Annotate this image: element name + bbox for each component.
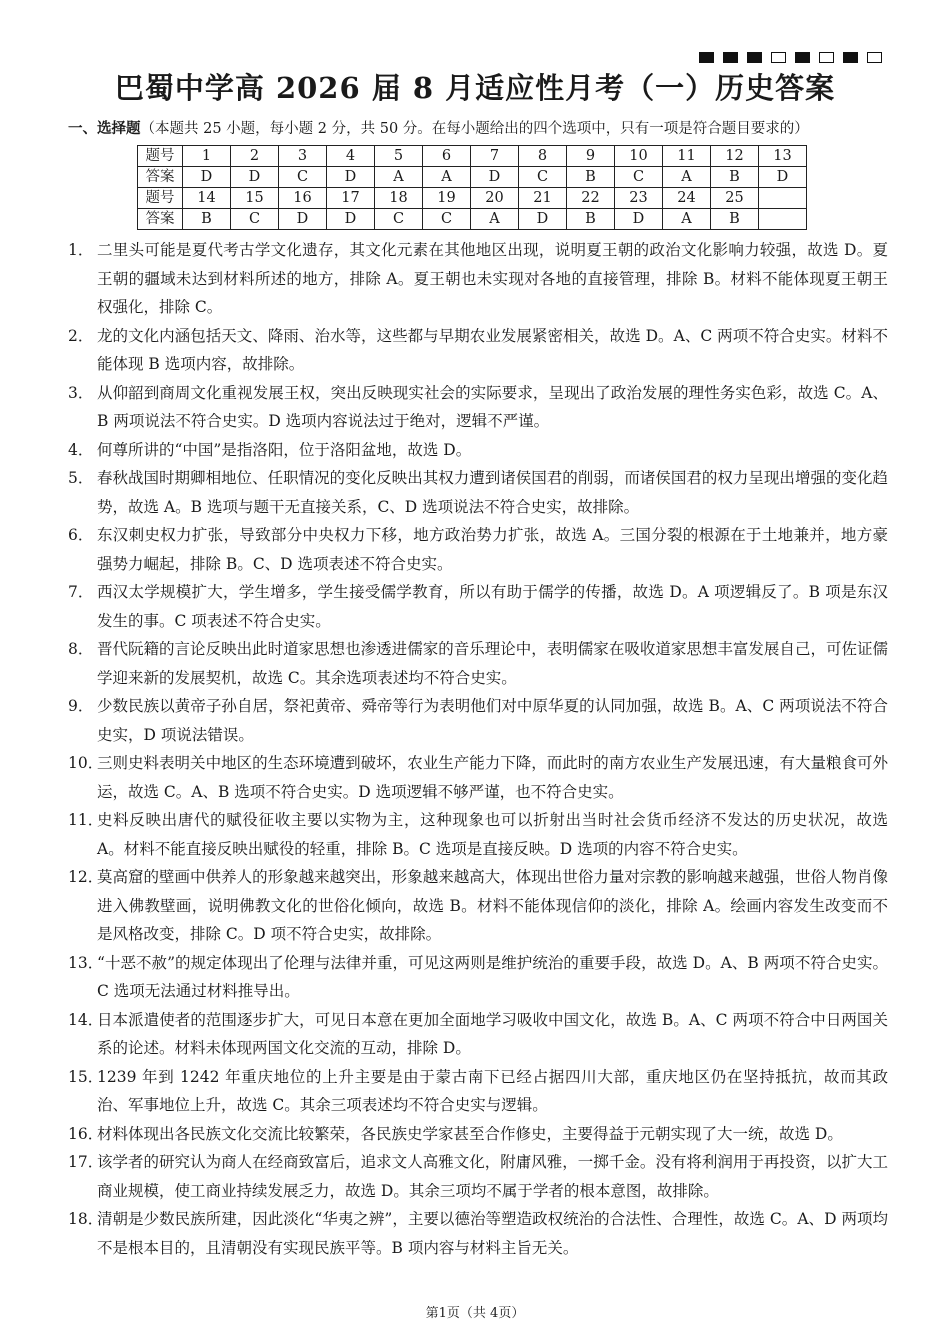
answer-table-cell: 8 <box>519 146 567 167</box>
item-text: 何尊所讲的“中国”是指洛阳，位于洛阳盆地，故选 D。 <box>97 440 472 459</box>
answer-table-cell: A <box>375 167 423 188</box>
printer-mark-3 <box>747 52 762 63</box>
printer-mark-4 <box>771 52 786 63</box>
answer-table-cell: 21 <box>519 188 567 209</box>
item-text: 龙的文化内涵包括天文、降雨、治水等，这些都与早期农业发展紧密相关，故选 D。A、C 两项不符合史实。材料不能体现 B 选项内容，故排除。 <box>97 326 888 373</box>
row-header: 答案 <box>138 209 183 230</box>
answer-table-cell: 10 <box>615 146 663 167</box>
answer-table-cell: 16 <box>279 188 327 209</box>
answer-table-cell: 18 <box>375 188 423 209</box>
explanation-item <box>68 1006 888 1063</box>
item-text: 三则史料表明关中地区的生态环境遭到破坏，农业生产能力下降，而此时的南方农业生产发展迅速，有大量粮食可外运，故选 C。A、B 选项不符合史实。D 选项逻辑不够严谨，也不符合史实。 <box>97 754 888 801</box>
explanation-item <box>68 863 888 949</box>
answer-table-cell: D <box>327 209 375 230</box>
answer-table-cell: D <box>759 167 807 188</box>
explanation-item <box>68 464 888 521</box>
answer-table-cell: D <box>615 209 663 230</box>
explanation-item <box>68 236 888 322</box>
answer-table-cell: 17 <box>327 188 375 209</box>
answer-table-answer-row <box>138 167 807 188</box>
row-header: 题号 <box>138 146 183 167</box>
item-number: 3． <box>68 383 94 402</box>
printer-mark-1 <box>699 52 714 63</box>
answer-table-cell: 11 <box>663 146 711 167</box>
explanation-item <box>68 578 888 635</box>
explanation-item <box>68 949 888 1006</box>
section-instruction: （本题共 25 小题，每小题 2 分，共 50 分。在每小题给出的四个选项中，只有一项是符合题目要求的） <box>140 121 809 137</box>
item-text: 春秋战国时期卿相地位、任职情况的变化反映出其权力遭到诸侯国君的削弱，而诸侯国君的权力呈现出增强的变化趋势，故选 A。B 选项与题干无直接关系，C、D 选项说法不符合史实，故排除。 <box>97 469 888 516</box>
answer-table-cell: 15 <box>231 188 279 209</box>
item-number: 2． <box>68 326 94 345</box>
item-text: 从仰韶到商周文化重视发展王权，突出反映现实社会的实际要求，呈现出了政治发展的理性务实色彩，故选 C。A、B 两项说法不符合史实。D 选项内容说法过于绝对，逻辑不严谨。 <box>97 383 888 430</box>
answer-table-cell: A <box>423 167 471 188</box>
answer-table-cell: 25 <box>711 188 759 209</box>
row-header: 答案 <box>138 167 183 188</box>
answer-table-cell: 5 <box>375 146 423 167</box>
answer-table-cell: 4 <box>327 146 375 167</box>
answer-table-number-row <box>138 188 807 209</box>
item-number: 6． <box>68 526 94 544</box>
item-number: 1． <box>68 241 94 259</box>
answer-table-cell: B <box>567 209 615 230</box>
answer-table-cell: B <box>711 167 759 188</box>
item-number: 11． <box>68 811 104 829</box>
answer-table-cell: C <box>615 167 663 188</box>
item-text: 1239 年到 1242 年重庆地位的上升主要是由于蒙古南下已经占据四川大部，重庆地区仍在坚持抵抗，故而其政治、军事地位上升，故选 C。其余三项表述均不符合史实与逻辑。 <box>97 1067 888 1114</box>
item-text: 史料反映出唐代的赋役征收主要以实物为主，这种现象也可以折射出当时社会货币经济不发达的历史状况，故选 A。材料不能直接反映出赋役的轻重，排除 B。C 选项是直接反映。D 选项的内容不符合史实。 <box>97 811 888 858</box>
answer-table-cell: A <box>471 209 519 230</box>
section-header <box>68 117 898 138</box>
answer-table-number-row <box>138 146 807 167</box>
answer-table-answer-row <box>138 209 807 230</box>
item-number: 16． <box>68 1124 104 1143</box>
item-number: 12． <box>68 868 104 886</box>
printer-mark-8 <box>867 52 882 63</box>
section-label: 一、选择题 <box>68 121 141 137</box>
answer-table-cell: 19 <box>423 188 471 209</box>
answer-table-cell: D <box>231 167 279 188</box>
item-text: 少数民族以黄帝子孙自居，祭祀黄帝、舜帝等行为表明他们对中原华夏的认同加强，故选 B。A、C 两项说法不符合史实，D 项说法错误。 <box>97 697 888 744</box>
item-text: 东汉刺史权力扩张，导致部分中央权力下移，地方政治势力扩张，故选 A。三国分裂的根源在于土地兼并，地方豪强势力崛起，排除 B。C、D 选项表述不符合史实。 <box>97 526 888 573</box>
printer-marks <box>699 52 882 63</box>
answer-table-cell: 1 <box>183 146 231 167</box>
answer-table-cell: A <box>663 167 711 188</box>
printer-mark-6 <box>819 52 834 63</box>
item-text: 西汉太学规模扩大，学生增多，学生接受儒学教育，所以有助于儒学的传播，故选 D。A 项逻辑反了。B 项是东汉发生的事。C 项表述不符合史实。 <box>97 583 888 630</box>
explanation-item <box>68 1148 888 1205</box>
item-text: 材料体现出各民族文化交流比较繁荣，各民族史学家甚至合作修史，主要得益于元朝实现了大一统，故选 D。 <box>97 1124 843 1143</box>
printer-mark-7 <box>843 52 858 63</box>
explanation-item <box>68 1063 888 1120</box>
answer-table-cell: D <box>471 167 519 188</box>
explanation-item <box>68 1120 888 1149</box>
answer-table-cell: B <box>567 167 615 188</box>
answer-table-cell: 22 <box>567 188 615 209</box>
item-number: 13． <box>68 953 104 972</box>
answer-table-cell: 9 <box>567 146 615 167</box>
item-text: 清朝是少数民族所建，因此淡化“华夷之辨”，主要以德治等塑造政权统治的合法性、合理性，故选 C。A、D 两项均不是根本目的，且清朝没有实现民族平等。B 项内容与材料主旨无关。 <box>97 1210 888 1257</box>
explanation-item <box>68 521 888 578</box>
item-number: 7． <box>68 583 94 601</box>
item-number: 9． <box>68 697 94 715</box>
item-text: 晋代阮籍的言论反映出此时道家思想也渗透进儒家的音乐理论中，表明儒家在吸收道家思想丰富发展自己，可佐证儒学迎来新的发展契机，故选 C。其余选项表述均不符合史实。 <box>97 640 888 687</box>
answer-table-cell: D <box>327 167 375 188</box>
printer-mark-2 <box>723 52 738 63</box>
item-number: 4． <box>68 440 94 459</box>
explanation-item <box>68 749 888 806</box>
explanation-item <box>68 322 888 379</box>
explanation-item <box>68 1205 888 1262</box>
explanation-item <box>68 436 888 465</box>
item-number: 8． <box>68 640 94 658</box>
answer-table-cell: 12 <box>711 146 759 167</box>
answer-table-cell: C <box>519 167 567 188</box>
answer-table-cell: 13 <box>759 146 807 167</box>
answer-table-cell: 7 <box>471 146 519 167</box>
answer-table-cell: 23 <box>615 188 663 209</box>
answer-table <box>137 145 807 230</box>
answer-table-cell: C <box>231 209 279 230</box>
item-number: 14． <box>68 1010 104 1029</box>
answer-table-cell: 24 <box>663 188 711 209</box>
item-text: “十恶不赦”的规定体现出了伦理与法律并重，可见这两则是维护统治的重要手段，故选 D。A、B 两项不符合史实。C 选项无法通过材料推导出。 <box>97 953 888 1000</box>
answer-table-cell: 14 <box>183 188 231 209</box>
item-text: 该学者的研究认为商人在经商致富后，追求文人高雅文化，附庸风雅，一掷千金。没有将利润用于再投资，以扩大工商业规模，使工商业持续发展乏力，故选 D。其余三项均不属于学者的根本意图，故排除。 <box>97 1153 888 1200</box>
explanation-item <box>68 806 888 863</box>
item-number: 5． <box>68 469 94 487</box>
answer-table-cell <box>759 209 807 230</box>
explanation-item <box>68 379 888 436</box>
item-number: 10． <box>68 754 104 772</box>
item-number: 17． <box>68 1153 104 1171</box>
answer-table-cell: D <box>519 209 567 230</box>
item-number: 18． <box>68 1210 104 1228</box>
answer-table-cell: B <box>711 209 759 230</box>
answer-table-cell: A <box>663 209 711 230</box>
explanation-list <box>68 236 888 1262</box>
answer-table-cell: 20 <box>471 188 519 209</box>
answer-table-cell: C <box>375 209 423 230</box>
item-text: 莫高窟的壁画中供养人的形象越来越突出，形象越来越高大，体现出世俗力量对宗教的影响越来越强，世俗人物肖像进入佛教壁画，说明佛教文化的世俗化倾向，故选 B。材料不能体现信仰的淡化，排除 A。绘画内容发生改变而不是风格改变，排除 C。D 项不符合史实，故排除。 <box>97 868 888 943</box>
answer-table-cell: C <box>279 167 327 188</box>
answer-table-cell <box>759 188 807 209</box>
answer-table-cell: 6 <box>423 146 471 167</box>
item-text: 二里头可能是夏代考古学文化遗存，其文化元素在其他地区出现，说明夏王朝的政治文化影响力较强，故选 D。夏王朝的疆域未达到材料所述的地方，排除 A。夏王朝也未实现对各地的直接管理，排除 B。材料不能体现夏王朝王权强化，排除 C。 <box>97 241 888 316</box>
page-footer: 第1页（共 4页） <box>425 1306 525 1321</box>
answer-table-cell: B <box>183 209 231 230</box>
answer-table-cell: 2 <box>231 146 279 167</box>
answer-table-cell: D <box>183 167 231 188</box>
item-text: 日本派遣使者的范围逐步扩大，可见日本意在更加全面地学习吸收中国文化，故选 B。A、C 两项不符合中日两国关系的论述。材料未体现两国文化交流的互动，排除 D。 <box>97 1010 888 1057</box>
answer-table-cell: 3 <box>279 146 327 167</box>
printer-mark-5 <box>795 52 810 63</box>
explanation-item <box>68 692 888 749</box>
page-title: 巴蜀中学高 2026 届 8 月适应性月考（一）历史答案 <box>114 71 836 105</box>
row-header: 题号 <box>138 188 183 209</box>
explanation-item <box>68 635 888 692</box>
answer-table-cell: C <box>423 209 471 230</box>
item-number: 15． <box>68 1067 104 1086</box>
answer-table-cell: D <box>279 209 327 230</box>
